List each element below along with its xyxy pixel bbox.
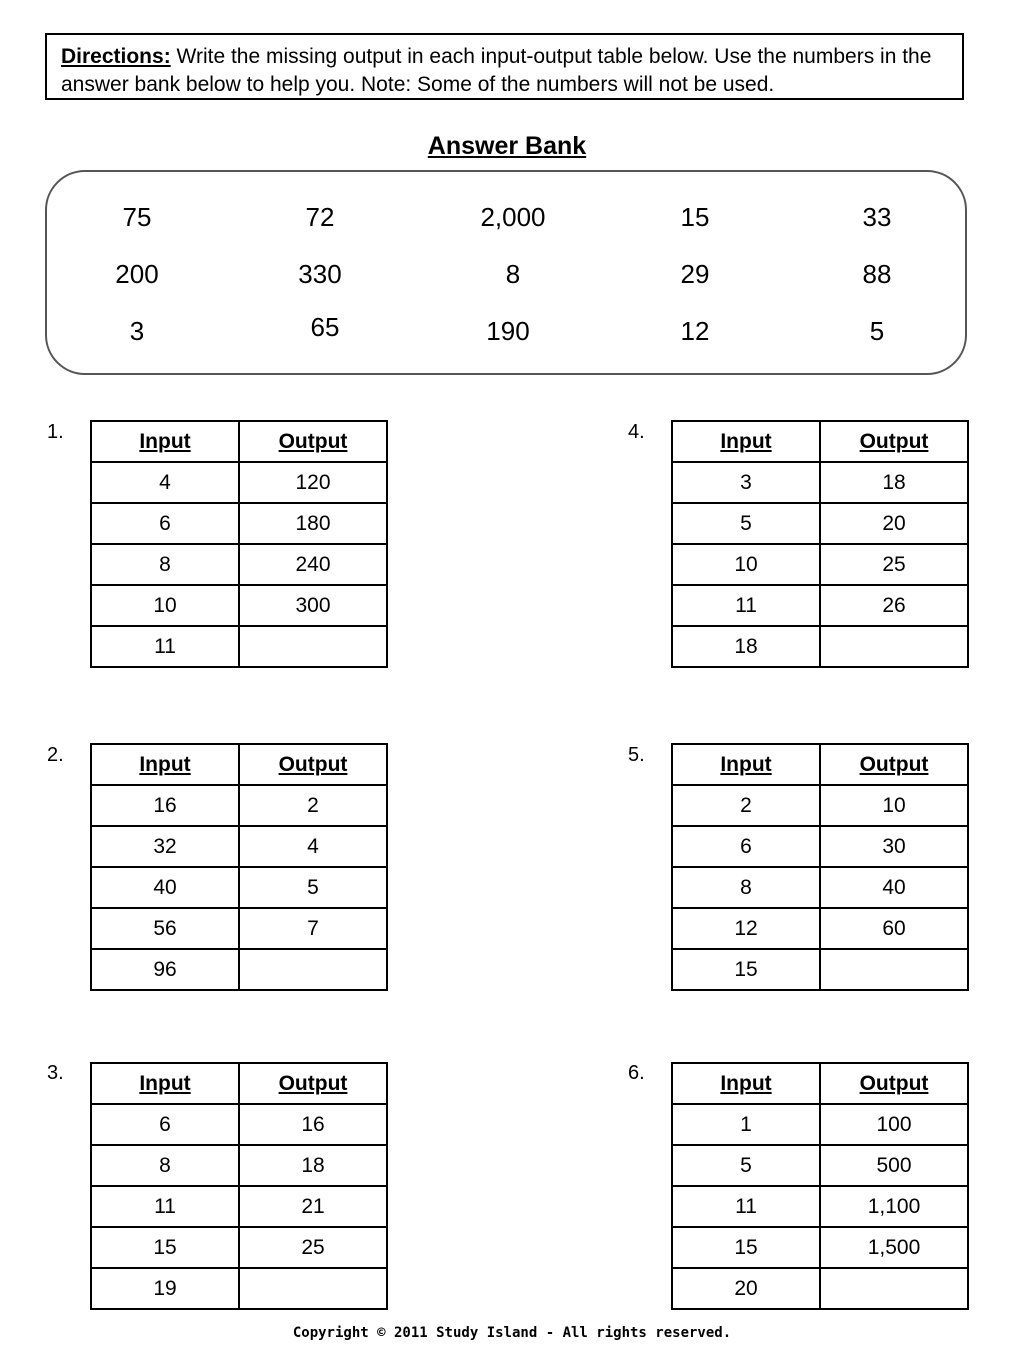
problem-number: 2. <box>47 744 64 766</box>
directions-box <box>45 33 964 100</box>
answer-bank-number: 2,000 <box>480 202 546 232</box>
answer-bank-number: 330 <box>298 259 342 289</box>
table-row <box>91 544 387 585</box>
table-row <box>672 1268 968 1309</box>
answer-bank-title: Answer Bank <box>427 132 587 160</box>
input-cell: 11 <box>672 585 820 626</box>
table-row <box>91 1268 387 1309</box>
output-cell: 20 <box>820 503 968 544</box>
input-cell: 11 <box>91 626 239 667</box>
table-row <box>672 826 968 867</box>
input-output-table <box>90 1062 388 1310</box>
problem-number: 5. <box>628 744 645 766</box>
input-header: Input <box>91 744 239 785</box>
output-cell: 1,500 <box>820 1227 968 1268</box>
table-row <box>91 1145 387 1186</box>
table-row <box>91 908 387 949</box>
input-cell: 20 <box>672 1268 820 1309</box>
output-header: Output <box>820 421 968 462</box>
table-header-row <box>91 421 387 462</box>
answer-bank-number: 65 <box>310 312 340 342</box>
output-cell: 300 <box>239 585 387 626</box>
input-cell: 10 <box>672 544 820 585</box>
output-cell: 4 <box>239 826 387 867</box>
output-cell: 60 <box>820 908 968 949</box>
input-cell: 11 <box>672 1186 820 1227</box>
table-row <box>672 626 968 667</box>
table-header-row <box>91 744 387 785</box>
answer-bank-number: 5 <box>869 316 885 346</box>
output-cell: 240 <box>239 544 387 585</box>
answer-bank-number: 8 <box>505 259 521 289</box>
table-row <box>91 1227 387 1268</box>
output-cell: 26 <box>820 585 968 626</box>
input-cell: 32 <box>91 826 239 867</box>
table-header-row <box>672 421 968 462</box>
input-cell: 8 <box>91 1145 239 1186</box>
table-row <box>91 462 387 503</box>
answer-bank-number: 29 <box>680 259 710 289</box>
input-output-table <box>671 743 969 991</box>
input-cell: 15 <box>91 1227 239 1268</box>
directions-text: Write the missing output in each input-output table below. Use the numbers in the answer bank below to help you. Note: Some of the numbers will not be used. <box>61 45 932 96</box>
output-cell: 10 <box>820 785 968 826</box>
input-cell: 15 <box>672 949 820 990</box>
input-cell: 8 <box>91 544 239 585</box>
answer-bank-number: 12 <box>680 316 710 346</box>
answer-bank-number: 72 <box>305 202 335 232</box>
input-output-table <box>90 743 388 991</box>
output-header: Output <box>239 744 387 785</box>
input-header: Input <box>91 421 239 462</box>
input-header: Input <box>672 744 820 785</box>
output-cell: 16 <box>239 1104 387 1145</box>
answer-blank-cell[interactable] <box>239 949 387 990</box>
output-cell: 7 <box>239 908 387 949</box>
table-row <box>672 1104 968 1145</box>
output-cell: 25 <box>820 544 968 585</box>
table-row <box>91 503 387 544</box>
output-cell: 100 <box>820 1104 968 1145</box>
table-row <box>91 949 387 990</box>
answer-blank-cell[interactable] <box>820 626 968 667</box>
problem-number: 4. <box>628 421 645 443</box>
table-row <box>91 1186 387 1227</box>
input-cell: 6 <box>672 826 820 867</box>
answer-blank-cell[interactable] <box>820 1268 968 1309</box>
input-header: Input <box>672 1063 820 1104</box>
input-cell: 6 <box>91 1104 239 1145</box>
input-output-table <box>671 1062 969 1310</box>
output-cell: 25 <box>239 1227 387 1268</box>
input-cell: 16 <box>91 785 239 826</box>
input-cell: 96 <box>91 949 239 990</box>
table-row <box>672 908 968 949</box>
input-cell: 5 <box>672 1145 820 1186</box>
answer-blank-cell[interactable] <box>239 1268 387 1309</box>
table-header-row <box>672 1063 968 1104</box>
answer-bank-number: 75 <box>122 202 152 232</box>
answer-bank-number: 88 <box>862 259 892 289</box>
table-row <box>91 867 387 908</box>
answer-bank-box <box>45 170 967 375</box>
input-cell: 8 <box>672 867 820 908</box>
output-header: Output <box>820 744 968 785</box>
problem-number: 1. <box>47 421 64 443</box>
table-row <box>672 503 968 544</box>
input-cell: 11 <box>91 1186 239 1227</box>
answer-bank-number: 190 <box>486 316 530 346</box>
input-cell: 40 <box>91 867 239 908</box>
input-cell: 56 <box>91 908 239 949</box>
output-cell: 1,100 <box>820 1186 968 1227</box>
table-row <box>672 1145 968 1186</box>
table-row <box>672 785 968 826</box>
input-cell: 1 <box>672 1104 820 1145</box>
table-row <box>672 1186 968 1227</box>
table-row <box>672 949 968 990</box>
answer-blank-cell[interactable] <box>820 949 968 990</box>
input-cell: 18 <box>672 626 820 667</box>
table-header-row <box>91 1063 387 1104</box>
input-cell: 6 <box>91 503 239 544</box>
table-row <box>672 1227 968 1268</box>
problem-number: 6. <box>628 1062 645 1084</box>
answer-bank-number: 200 <box>115 259 159 289</box>
table-row <box>91 785 387 826</box>
answer-blank-cell[interactable] <box>239 626 387 667</box>
output-cell: 180 <box>239 503 387 544</box>
table-row <box>91 1104 387 1145</box>
output-cell: 21 <box>239 1186 387 1227</box>
table-row <box>91 585 387 626</box>
input-output-table <box>90 420 388 668</box>
table-row <box>91 826 387 867</box>
answer-bank-number: 3 <box>129 316 145 346</box>
input-cell: 4 <box>91 462 239 503</box>
problem-number: 3. <box>47 1062 64 1084</box>
output-cell: 120 <box>239 462 387 503</box>
table-row <box>672 462 968 503</box>
output-header: Output <box>820 1063 968 1104</box>
input-cell: 15 <box>672 1227 820 1268</box>
table-row <box>672 544 968 585</box>
answer-bank-number: 15 <box>680 202 710 232</box>
output-header: Output <box>239 421 387 462</box>
output-cell: 18 <box>239 1145 387 1186</box>
input-cell: 10 <box>91 585 239 626</box>
directions-lead: Directions: <box>61 45 171 68</box>
input-cell: 3 <box>672 462 820 503</box>
output-cell: 30 <box>820 826 968 867</box>
output-cell: 5 <box>239 867 387 908</box>
table-row <box>672 867 968 908</box>
input-header: Input <box>91 1063 239 1104</box>
copyright-footer: Copyright © 2011 Study Island - All rights reserved. <box>292 1325 732 1341</box>
output-header: Output <box>239 1063 387 1104</box>
input-cell: 2 <box>672 785 820 826</box>
table-row <box>672 585 968 626</box>
table-row <box>91 626 387 667</box>
output-cell: 2 <box>239 785 387 826</box>
input-cell: 19 <box>91 1268 239 1309</box>
output-cell: 500 <box>820 1145 968 1186</box>
input-cell: 12 <box>672 908 820 949</box>
output-cell: 40 <box>820 867 968 908</box>
input-header: Input <box>672 421 820 462</box>
table-header-row <box>672 744 968 785</box>
input-output-table <box>671 420 969 668</box>
input-cell: 5 <box>672 503 820 544</box>
output-cell: 18 <box>820 462 968 503</box>
answer-bank-number: 33 <box>862 202 892 232</box>
